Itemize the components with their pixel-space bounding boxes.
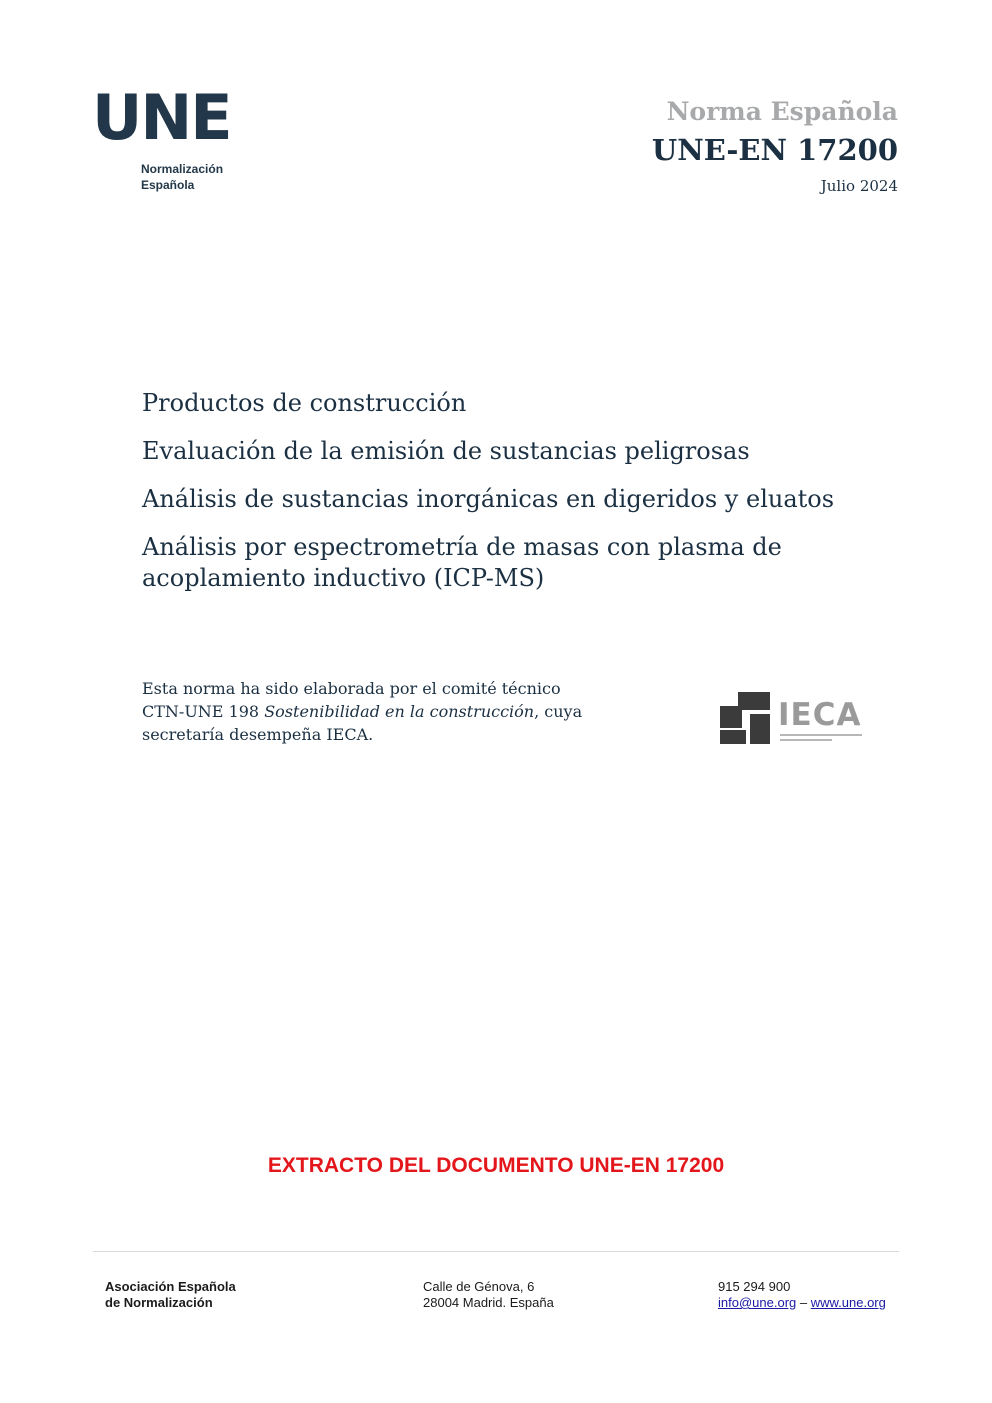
website-link[interactable]: www.une.org — [810, 1295, 886, 1310]
une-logo — [92, 81, 272, 200]
title-line: Análisis de sustancias inorgánicas en digeridos y eluatos — [142, 485, 835, 513]
committee-line2 — [142, 700, 642, 723]
title-line: Evaluación de la emisión de sustancias peligrosas — [142, 437, 750, 465]
committee-line1: Esta norma ha sido elaborada por el comité técnico — [142, 679, 561, 698]
committee-line3: secretaría desempeña IECA. — [142, 725, 374, 744]
footer-phone: 915 294 900 — [718, 1279, 791, 1294]
footer-org-line1: Asociación Española — [105, 1279, 236, 1294]
document-titles — [142, 388, 902, 612]
committee-name: Sostenibilidad en la construcción — [264, 702, 535, 721]
ieca-logo-wordmark: IECA — [778, 697, 862, 733]
title-line: Análisis por espectrometría de masas con plasma de acoplamiento inductivo (ICP-MS) — [142, 533, 782, 592]
committee-statement — [142, 677, 642, 746]
ieca-logo — [720, 692, 870, 746]
extract-notice: EXTRACTO DEL DOCUMENTO UNE-EN 17200 — [267, 1154, 725, 1177]
une-logo-subtitle-line1: Normalización — [141, 162, 224, 176]
title-line: Productos de construcción — [142, 389, 467, 417]
une-logo-subtitle-line2: Española — [141, 178, 195, 192]
committee-line2-tail: , cuya — [534, 702, 583, 721]
ieca-logo-tagline — [780, 734, 862, 736]
footer-address-line2: 28004 Madrid. España — [423, 1295, 554, 1310]
ieca-logo-block — [738, 692, 770, 710]
norma-code: UNE-EN 17200 — [651, 133, 898, 167]
ieca-logo-block — [720, 730, 746, 744]
ieca-logo-block — [750, 714, 770, 744]
committee-code: CTN-UNE 198 — [142, 702, 265, 721]
footer-address — [423, 1279, 554, 1311]
footer-contact — [718, 1279, 886, 1311]
footer-links — [718, 1295, 886, 1311]
norma-label: Norma Española — [666, 97, 898, 126]
ieca-logo-block — [720, 706, 742, 728]
link-separator: – — [796, 1295, 811, 1310]
footer-organization — [105, 1279, 236, 1311]
email-link[interactable]: info@une.org — [718, 1295, 797, 1310]
footer-org-line2: de Normalización — [105, 1295, 213, 1310]
ieca-logo-tagline — [780, 739, 832, 741]
footer-address-line1: Calle de Génova, 6 — [423, 1279, 535, 1294]
une-logo-wordmark: UNE — [92, 81, 231, 154]
footer-divider — [93, 1251, 899, 1252]
norma-date: Julio 2024 — [820, 177, 898, 195]
